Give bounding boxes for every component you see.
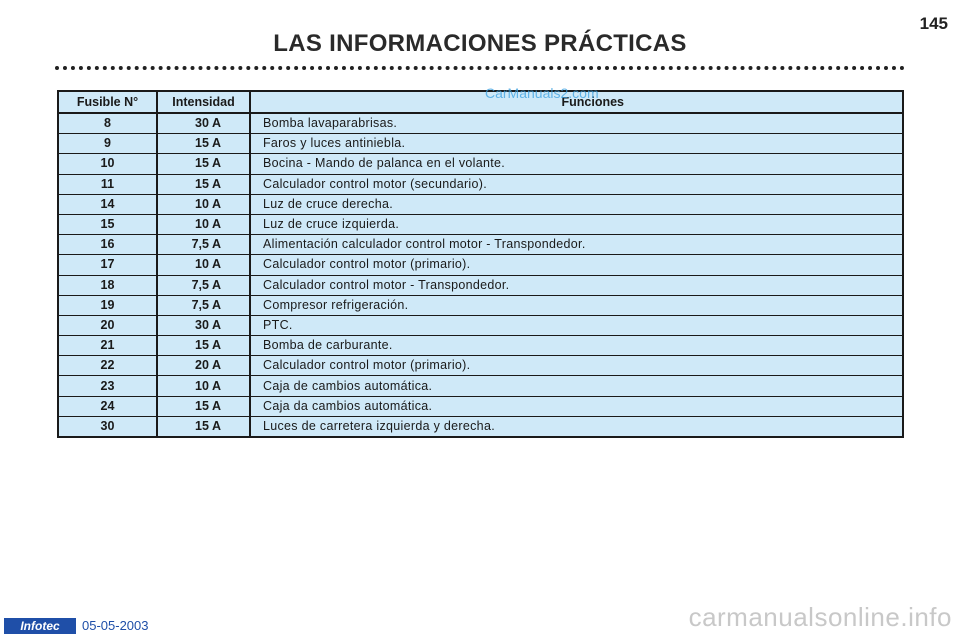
intensity-cell: 15 A [157, 396, 250, 416]
intensity-cell: 15 A [157, 416, 250, 437]
infotec-logo: Infotec [4, 618, 76, 634]
function-cell: Bomba de carburante. [250, 336, 903, 356]
intensity-cell: 30 A [157, 315, 250, 335]
fuse-number-cell: 9 [58, 134, 157, 154]
fuse-number-cell: 19 [58, 295, 157, 315]
function-cell: PTC. [250, 315, 903, 335]
function-cell: Calculador control motor - Transpondedor. [250, 275, 903, 295]
fuse-number-cell: 16 [58, 235, 157, 255]
fuse-number-cell: 20 [58, 315, 157, 335]
table-row [58, 336, 903, 356]
page-title: LAS INFORMACIONES PRÁCTICAS [273, 30, 687, 57]
intensity-cell: 15 A [157, 154, 250, 174]
intensity-cell: 15 A [157, 174, 250, 194]
fuse-number-cell: 14 [58, 194, 157, 214]
function-cell: Luz de cruce derecha. [250, 194, 903, 214]
function-cell: Luz de cruce izquierda. [250, 214, 903, 234]
table-row [58, 214, 903, 234]
table-row [58, 174, 903, 194]
intensity-cell: 10 A [157, 194, 250, 214]
table-row [58, 315, 903, 335]
intensity-cell: 7,5 A [157, 235, 250, 255]
table-row [58, 194, 903, 214]
watermark-text: CarManuals2.com [485, 85, 599, 101]
fuse-number-cell: 15 [58, 214, 157, 234]
fuse-table [57, 90, 904, 438]
table-row [58, 376, 903, 396]
table-row [58, 396, 903, 416]
fuse-number-cell: 23 [58, 376, 157, 396]
fuse-number-cell: 10 [58, 154, 157, 174]
fuse-number-cell: 22 [58, 356, 157, 376]
table-row [58, 356, 903, 376]
function-cell: Compresor refrigeración. [250, 295, 903, 315]
fuse-number-cell: 17 [58, 255, 157, 275]
footer-site-watermark: carmanualsonline.info [688, 602, 952, 632]
fuse-number-cell: 11 [58, 174, 157, 194]
function-cell: Alimentación calculador control motor - Transpondedor. [250, 235, 903, 255]
fuse-number-cell: 24 [58, 396, 157, 416]
page-number: 145 [919, 14, 948, 33]
table-header-row [58, 91, 903, 113]
function-cell: Luces de carretera izquierda y derecha. [250, 416, 903, 437]
intensity-cell: 10 A [157, 255, 250, 275]
table-row [58, 275, 903, 295]
intensity-cell: 30 A [157, 113, 250, 134]
table-row [58, 235, 903, 255]
fuse-number-cell: 30 [58, 416, 157, 437]
table-row [58, 255, 903, 275]
function-cell: Bocina - Mando de palanca en el volante. [250, 154, 903, 174]
fuse-number-cell: 21 [58, 336, 157, 356]
header-intensity: Intensidad [157, 91, 250, 113]
header-fuse-number: Fusible N° [58, 91, 157, 113]
table-row [58, 154, 903, 174]
function-cell: Caja da cambios automática. [250, 396, 903, 416]
intensity-cell: 15 A [157, 336, 250, 356]
function-cell: Calculador control motor (secundario). [250, 174, 903, 194]
function-cell: Bomba lavaparabrisas. [250, 113, 903, 134]
function-cell: Faros y luces antiniebla. [250, 134, 903, 154]
table-row [58, 134, 903, 154]
table-row [58, 113, 903, 134]
intensity-cell: 20 A [157, 356, 250, 376]
function-cell: Calculador control motor (primario). [250, 356, 903, 376]
footer-date: 05-05-2003 [82, 618, 149, 633]
intensity-cell: 7,5 A [157, 295, 250, 315]
fuse-number-cell: 18 [58, 275, 157, 295]
intensity-cell: 15 A [157, 134, 250, 154]
header-functions: Funciones [250, 91, 903, 113]
table-row [58, 416, 903, 437]
intensity-cell: 10 A [157, 214, 250, 234]
intensity-cell: 10 A [157, 376, 250, 396]
intensity-cell: 7,5 A [157, 275, 250, 295]
table-row [58, 295, 903, 315]
function-cell: Caja de cambios automática. [250, 376, 903, 396]
fuse-number-cell: 8 [58, 113, 157, 134]
function-cell: Calculador control motor (primario). [250, 255, 903, 275]
dotted-divider [55, 66, 905, 70]
